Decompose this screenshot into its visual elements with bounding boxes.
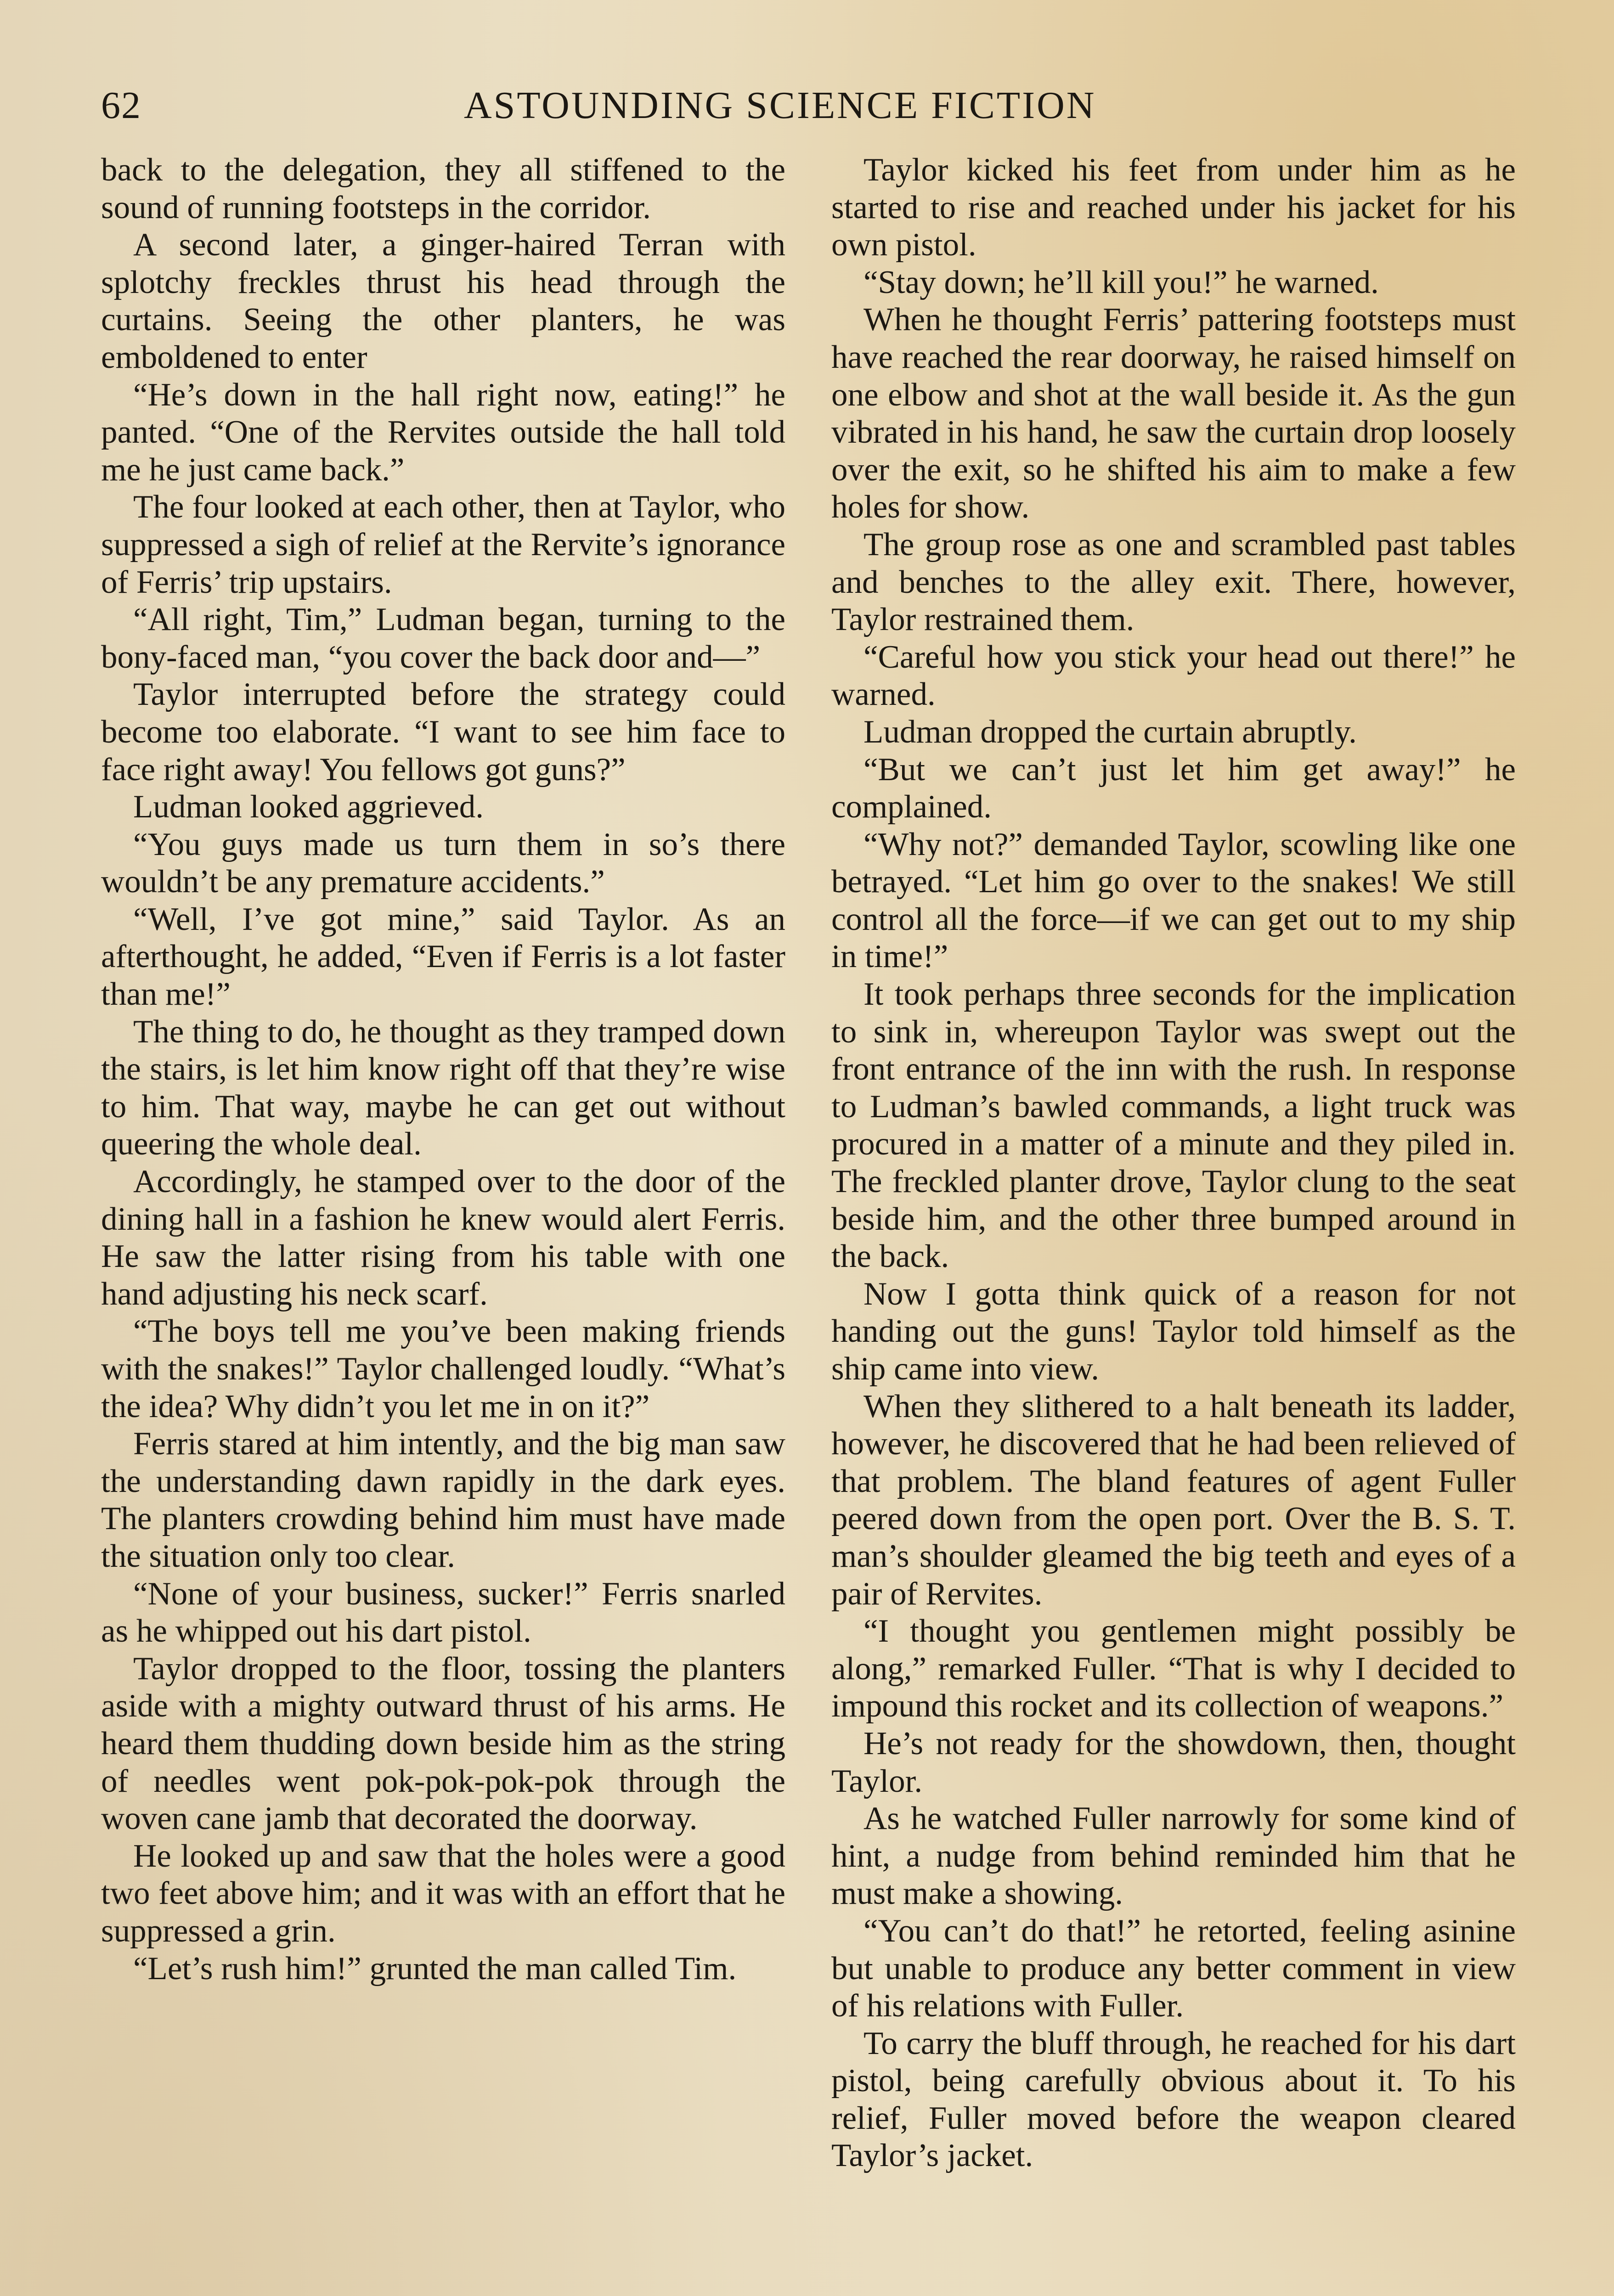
paragraph: The four looked at each other, then at Taylor, who suppressed a sigh of relief at the Rervite’s ignorance of Ferris’ trip upstairs.	[101, 489, 785, 600]
paragraph: He’s not ready for the showdown, then, thought Taylor.	[831, 1725, 1516, 1799]
running-title: ASTOUNDING SCIENCE FICTION	[464, 84, 1096, 127]
paragraph: A second later, a ginger-haired Terran with splotchy freckles thrust his head through the curtains. Seeing the other planters, he was emboldened to enter	[101, 227, 785, 375]
paragraph: “You can’t do that!” he retorted, feeling asinine but unable to produce any better comment in view of his relations with Fuller.	[831, 1913, 1516, 2024]
paragraph: Ludman looked aggrieved.	[133, 789, 484, 825]
paragraph: Accordingly, he stamped over to the door of the dining hall in a fashion he knew would alert Ferris. He saw the latter rising from his table with one hand adjusting his neck scarf.	[101, 1164, 785, 1312]
paragraph: “Stay down; he’ll kill you!” he warned.	[863, 264, 1379, 300]
left-column	[101, 152, 785, 1987]
paragraph: The thing to do, he thought as they tramped down the stairs, is let him know right off that they’re wise to him. That way, maybe he can get out without queering the whole deal.	[101, 1013, 785, 1162]
paragraph: “Well, I’ve got mine,” said Taylor. As an afterthought, he added, “Even if Ferris is a lot faster than me!”	[101, 901, 785, 1013]
paragraph: back to the delegation, they all stiffened to the sound of running footsteps in the corridor.	[101, 152, 785, 225]
paragraph: “I thought you gentlemen might possibly be along,” remarked Fuller. “That is why I decided to impound this rocket and its collection of weapons.”	[831, 1613, 1516, 1724]
paragraph: Taylor kicked his feet from under him as he started to rise and reached under his jacket for his own pistol.	[831, 152, 1516, 263]
paragraph: Ferris stared at him intently, and the big man saw the understanding dawn rapidly in the dark eyes. The planters crowding behind him must have made the situation only too clear.	[101, 1426, 785, 1574]
paragraph: “Careful how you stick your head out there!” he warned.	[831, 639, 1516, 713]
paragraph: Taylor interrupted before the strategy could become too elaborate. “I want to see him face to face right away! You fellows got guns?”	[101, 676, 785, 788]
paragraph: “The boys tell me you’ve been making friends with the snakes!” Taylor challenged loudly. “What’s the idea? Why didn’t you let me in on it?”	[101, 1313, 785, 1424]
paragraph: “All right, Tim,” Ludman began, turning to the bony-faced man, “you cover the back door and—”	[101, 602, 785, 675]
paragraph: As he watched Fuller narrowly for some kind of hint, a nudge from behind reminded him that he must make a showing.	[831, 1801, 1516, 1912]
paragraph: “None of your business, sucker!” Ferris snarled as he whipped out his dart pistol.	[101, 1576, 785, 1649]
paragraph: Ludman dropped the curtain abruptly.	[863, 714, 1357, 750]
right-column	[831, 152, 1516, 2175]
paragraph: When they slithered to a halt beneath its ladder, however, he discovered that he had been relieved of that problem. The bland features of agent Fuller peered down from the open port. Over the B. S. T. man’s shoulder gleamed the big teeth and eyes of a pair of Rervites.	[831, 1388, 1516, 1612]
paragraph: Now I gotta think quick of a reason for not handing out the guns! Taylor told himself as the ship came into view.	[831, 1276, 1516, 1387]
page-number: 62	[101, 84, 141, 127]
paragraph: It took perhaps three seconds for the implication to sink in, whereupon Taylor was swept out the front entrance of the inn with the rush. In response to Ludman’s bawled commands, a light truck was procured in a matter of a minute and they piled in. The freckled planter drove, Taylor clung to the seat beside him, and the other three bumped around in the back.	[831, 976, 1516, 1275]
paragraph: To carry the bluff through, he reached for his dart pistol, being carefully obvious about it. To his relief, Fuller moved before the weapon cleared Taylor’s jacket.	[831, 2025, 1516, 2174]
page-header	[101, 78, 1387, 133]
paragraph: When he thought Ferris’ pattering footsteps must have reached the rear doorway, he raised himself on one elbow and shot at the wall beside it. As the gun vibrated in his hand, he saw the curtain drop loosely over the exit, so he shifted his aim to make a few holes for show.	[831, 302, 1516, 525]
paragraph: “You guys made us turn them in so’s there wouldn’t be any premature accidents.”	[101, 826, 785, 900]
paragraph: The group rose as one and scrambled past tables and benches to the alley exit. There, however, Taylor restrained them.	[831, 526, 1516, 638]
paragraph: He looked up and saw that the holes were a good two feet above him; and it was with an effort that he suppressed a grin.	[101, 1838, 785, 1949]
paragraph: “Why not?” demanded Taylor, scowling like one betrayed. “Let him go over to the snakes! We still control all the force—if we can get out to my ship in time!”	[831, 826, 1516, 975]
paragraph: “But we can’t just let him get away!” he complained.	[831, 751, 1516, 825]
paragraph: “Let’s rush him!” grunted the man called Tim.	[133, 1950, 737, 1986]
paragraph: “He’s down in the hall right now, eating!” he panted. “One of the Rervites outside the hall told me he just came back.”	[101, 377, 785, 488]
paragraph: Taylor dropped to the floor, tossing the planters aside with a mighty outward thrust of his arms. He heard them thudding down beside him as the string of needles went pok-pok-pok-pok through the woven cane jamb that decorated the doorway.	[101, 1650, 785, 1837]
